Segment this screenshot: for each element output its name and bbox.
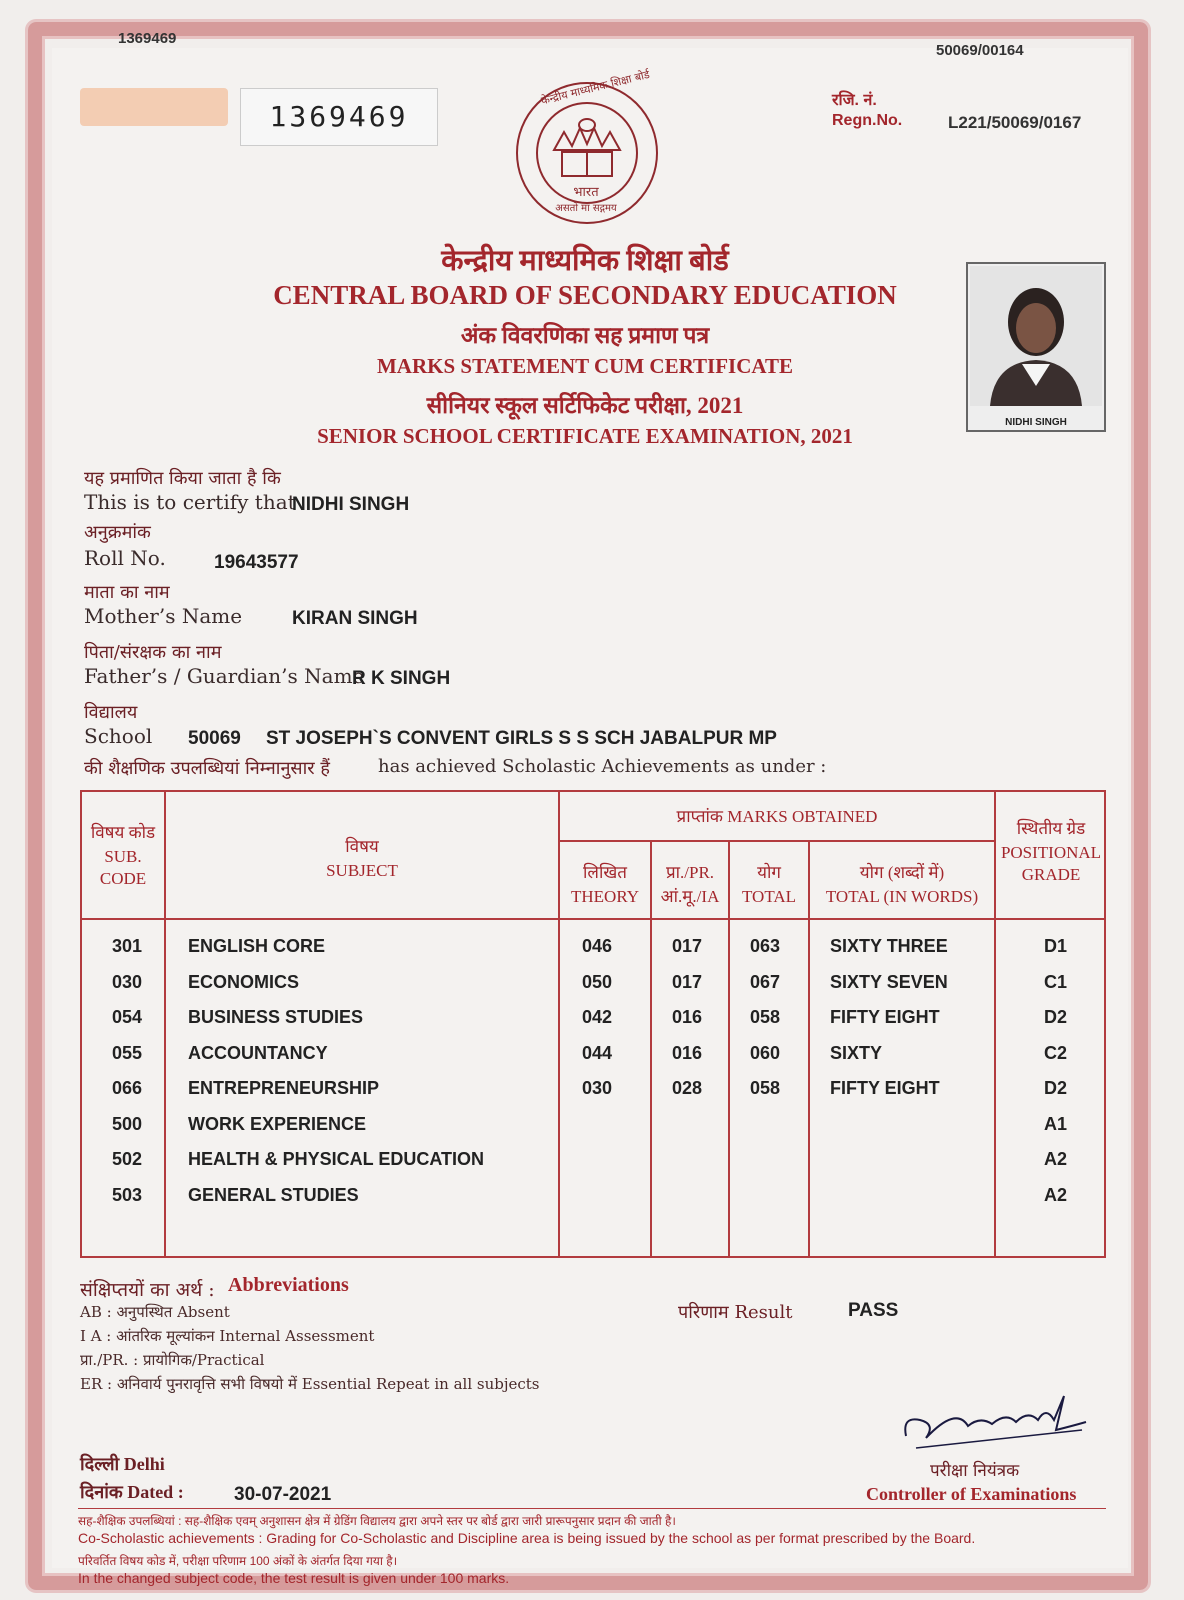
result-value: PASS (848, 1300, 899, 1321)
cell-code: 503 (112, 1184, 143, 1205)
theory-header-hindi: लिखित (583, 863, 627, 882)
title-hindi: अंक विवरणिका सह प्रमाण पत्र (460, 323, 710, 348)
student-name: NIDHI SINGH (292, 494, 410, 515)
cell-words: SIXTY SEVEN (830, 971, 948, 992)
abbreviations-title-hindi: संक्षिप्तयों का अर्थ : (80, 1279, 215, 1301)
school-label: School (84, 724, 153, 748)
achieved-label-hindi: की शैक्षणिक उपलब्धियां निम्नानुसार हैं (84, 758, 330, 779)
marks-header (560, 806, 994, 828)
cell-code: 502 (112, 1149, 143, 1169)
cell-subject: ACCOUNTANCY (188, 1042, 328, 1063)
ia-header: आं.मू./IA (660, 887, 720, 906)
controller-label: Controller of Examinations (866, 1484, 1077, 1504)
emblem-motto: असतो मा सद्गमय (555, 203, 617, 214)
regn-label-hindi: रजि. नं. (832, 92, 877, 109)
dated-label (80, 1480, 184, 1504)
marks-header-en: MARKS OBTAINED (727, 807, 878, 826)
certify-label: This is to certify that (84, 490, 296, 514)
place-en: Delhi (123, 1454, 165, 1474)
note-2: In the changed subject code, the test result is given under 100 marks. (78, 1570, 510, 1586)
mother-label: Mother’s Name (84, 604, 243, 628)
father-name: R K SINGH (352, 668, 451, 689)
father-label-hindi: पिता/संरक्षक का नाम (84, 642, 222, 663)
cell-words: FIFTY EIGHT (830, 1078, 940, 1098)
cell-grade: D1 (1044, 936, 1068, 956)
cell-theory: 046 (582, 936, 613, 956)
cell-code: 301 (112, 936, 143, 956)
subject-header: SUBJECT (326, 861, 398, 880)
cell-theory: 042 (582, 1007, 613, 1027)
result-label-hindi: परिणाम (678, 1302, 729, 1323)
serial-number-box: 1369469 (240, 88, 438, 146)
theory-header: THEORY (571, 887, 639, 906)
roll-number: 19643577 (214, 552, 299, 573)
exam-name: SENIOR SCHOOL CERTIFICATE EXAMINATION, 2021 (317, 424, 853, 448)
cell-theory: 050 (582, 971, 613, 992)
cell-subject: HEALTH & PHYSICAL EDUCATION (188, 1149, 485, 1169)
cell-code: 500 (112, 1113, 143, 1134)
roll-label: Roll No. (84, 546, 166, 570)
emblem-middle-text: भारत (573, 185, 599, 200)
practical-header: प्रा./PR. (665, 863, 715, 882)
cell-subject: ECONOMICS (188, 971, 300, 992)
mother-label-hindi: माता का नाम (84, 582, 170, 603)
grade-header-1: POSITIONAL (1000, 843, 1102, 862)
board-name-hindi: केन्द्रीय माध्यमिक शिक्षा बोर्ड (441, 245, 729, 277)
abbr-absent: AB : अनुपस्थित Absent (80, 1303, 230, 1321)
cell-grade: D2 (1044, 1078, 1068, 1098)
code-header-1: SUB. (104, 847, 142, 866)
regn-number: L221/50069/0167 (948, 113, 1082, 132)
school-label-hindi: विद्यालय (84, 702, 138, 723)
signature-icon (896, 1386, 1096, 1456)
place-hindi: दिल्ली (80, 1454, 120, 1474)
place-label (80, 1452, 165, 1476)
cell-total: 058 (750, 1007, 781, 1027)
mother-name: KIRAN SINGH (292, 608, 418, 629)
words-header: TOTAL (IN WORDS) (825, 887, 979, 906)
cell-grade: A2 (1044, 1149, 1068, 1169)
result-label (678, 1300, 792, 1324)
cell-pr: 028 (672, 1078, 703, 1098)
cell-grade: C2 (1044, 1042, 1068, 1063)
dated-hindi: दिनांक (80, 1482, 123, 1502)
serial-top-left: 1369469 (118, 30, 177, 47)
father-label: Father’s / Guardian’s Name (84, 664, 365, 688)
school-name: ST JOSEPH`S CONVENT GIRLS S S SCH JABALPUR MP (266, 728, 777, 749)
code-header-2: CODE (99, 869, 147, 888)
cell-subject: GENERAL STUDIES (188, 1184, 359, 1205)
regn-label: Regn.No. (832, 112, 903, 129)
reference-top-right: 50069/00164 (936, 42, 1024, 59)
roll-label-hindi: अनुक्रमांक (84, 522, 151, 543)
student-photo (966, 262, 1106, 432)
cell-pr: 016 (672, 1042, 703, 1063)
cell-words: SIXTY (830, 1042, 883, 1063)
exam-name-hindi: सीनियर स्कूल सर्टिफिकेट परीक्षा, 2021 (426, 393, 744, 418)
cell-code: 054 (112, 1007, 143, 1027)
cell-pr: 016 (672, 1007, 703, 1027)
subject-header-hindi: विषय (345, 837, 379, 856)
student-portrait-icon (970, 266, 1102, 406)
result-label-en: Result (734, 1302, 793, 1323)
cell-subject: ENTREPRENEURSHIP (188, 1078, 380, 1098)
stamp-mark (80, 88, 228, 126)
cell-subject: WORK EXPERIENCE (188, 1113, 367, 1134)
cell-grade: C1 (1044, 971, 1068, 992)
abbreviations-title: Abbreviations (228, 1274, 349, 1296)
abbr-practical: प्रा./PR. : प्रायोगिक/Practical (80, 1351, 265, 1369)
cell-words: FIFTY EIGHT (830, 1007, 940, 1027)
emblem-top-text: केन्द्रीय माध्यमिक शिक्षा बोर्ड (539, 67, 652, 108)
cell-total: 063 (750, 936, 781, 956)
note-1-hindi: सह-शैक्षिक उपलब्धियां : सह-शैक्षिक एवम् अनुशासन क्षेत्र में ग्रेडिंग विद्यालय द्वारा अपने स्तर पर बोर्ड द्वारा जारी प्रारूपनुसार प्रदान की जाती है। (78, 1514, 676, 1528)
grade-header-2: GRADE (1021, 865, 1081, 884)
abbr-internal-assessment: I A : आंतरिक मूल्यांकन Internal Assessment (80, 1327, 375, 1345)
words-header-hindi: योग (शब्दों में) (859, 863, 945, 882)
cell-total: 067 (750, 971, 781, 992)
note-2-hindi: परिवर्तित विषय कोड में, परीक्षा परिणाम 100 अंकों के अंतर्गत दिया गया है। (78, 1554, 398, 1568)
certify-label-hindi: यह प्रमाणित किया जाता है कि (84, 468, 281, 489)
code-header-hindi: विषय कोड (90, 823, 156, 842)
document-title: MARKS STATEMENT CUM CERTIFICATE (376, 354, 793, 378)
cell-grade: A2 (1044, 1184, 1068, 1205)
cell-total: 060 (750, 1042, 781, 1063)
issue-date: 30-07-2021 (234, 1484, 332, 1505)
cell-total: 058 (750, 1078, 781, 1098)
cell-grade: D2 (1044, 1007, 1068, 1027)
achieved-label: has achieved Scholastic Achievements as under : (378, 756, 827, 777)
marks-header-hindi: प्राप्तांक (676, 807, 723, 826)
photo-caption: NIDHI SINGH (1005, 417, 1067, 428)
cell-code: 030 (112, 971, 143, 992)
note-1: Co-Scholastic achievements : Grading for Co-Scholastic and Discipline area is being issued by the school as per format prescribed by the Board. (78, 1530, 976, 1546)
cell-words: SIXTY THREE (830, 936, 948, 956)
cell-grade: A1 (1044, 1113, 1068, 1134)
cell-pr: 017 (672, 971, 703, 992)
abbr-essential-repeat: ER : अनिवार्य पुनरावृत्ति सभी विषयो में Essential Repeat in all subjects (80, 1375, 540, 1393)
dated-en: Dated : (127, 1482, 184, 1502)
cell-code: 066 (112, 1078, 143, 1098)
cell-theory: 030 (582, 1078, 613, 1098)
cell-subject: ENGLISH CORE (188, 936, 326, 956)
cell-code: 055 (112, 1042, 143, 1063)
controller-label-hindi: परीक्षा नियंत्रक (930, 1461, 1020, 1481)
total-header: TOTAL (741, 887, 797, 906)
school-code: 50069 (188, 728, 241, 749)
grade-header-hindi: स्थितीय ग्रेड (1016, 819, 1086, 838)
cell-theory: 044 (582, 1042, 613, 1063)
total-header-hindi: योग (757, 863, 781, 882)
cell-subject: BUSINESS STUDIES (188, 1007, 364, 1027)
cell-pr: 017 (672, 936, 703, 956)
board-name: CENTRAL BOARD OF SECONDARY EDUCATION (273, 280, 897, 310)
